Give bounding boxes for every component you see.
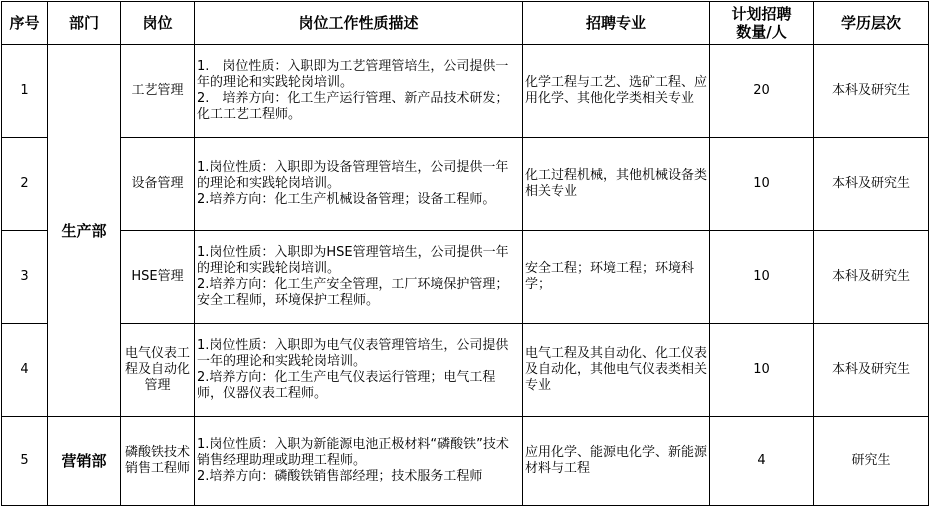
count-cell: 20 — [710, 45, 814, 138]
description-direction: 2.培养方向：磷酸铁销售部经理；技术服务工程师 — [197, 469, 483, 484]
description-direction: 2.培养方向：化工生产机械设备管理；设备工程师。 — [197, 192, 496, 207]
row-no: 4 — [2, 324, 48, 417]
department-cell: 营销部 — [48, 417, 121, 506]
description-cell — [195, 324, 523, 417]
row-no: 5 — [2, 417, 48, 506]
description-cell — [195, 45, 523, 138]
description-cell — [195, 417, 523, 506]
description-nature: 1. 岗位性质：入职即为工艺管理管培生，公司提供一年的理论和实践轮岗培训。 — [197, 59, 509, 90]
header-department: 部门 — [48, 2, 121, 45]
position-cell: 磷酸铁技术销售工程师 — [121, 417, 195, 506]
major-cell: 化学工程与工艺、选矿工程、应用化学、其他化学类相关专业 — [523, 45, 710, 138]
degree-cell: 本科及研究生 — [814, 45, 929, 138]
row-no: 2 — [2, 138, 48, 231]
major-cell: 安全工程；环境工程；环境科学； — [523, 231, 710, 324]
degree-cell: 本科及研究生 — [814, 138, 929, 231]
header-degree: 学历层次 — [814, 2, 929, 45]
department-cell: 生产部 — [48, 45, 121, 417]
header-no: 序号 — [2, 2, 48, 45]
degree-cell: 研究生 — [814, 417, 929, 506]
description-direction: 2.培养方向：化工生产电气仪表运行管理；电气工程师，仪器仪表工程师。 — [197, 370, 496, 401]
recruitment-table — [1, 1, 929, 506]
header-count-line1: 计划招聘 — [731, 5, 792, 23]
description-direction: 2.培养方向：化工生产安全管理，工厂环境保护管理；安全工程师，环境保护工程师。 — [197, 277, 509, 308]
row-no: 3 — [2, 231, 48, 324]
table-row — [2, 324, 929, 417]
header-position: 岗位 — [121, 2, 195, 45]
description-nature: 1.岗位性质：入职即为HSE管理管培生，公司提供一年的理论和实践轮岗培训。 — [197, 245, 509, 276]
table-row — [2, 417, 929, 506]
header-row — [2, 2, 929, 45]
position-cell: HSE管理 — [121, 231, 195, 324]
position-cell: 设备管理 — [121, 138, 195, 231]
table-row — [2, 231, 929, 324]
count-cell: 4 — [710, 417, 814, 506]
description-cell — [195, 138, 523, 231]
description-direction: 2. 培养方向：化工生产运行管理、新产品技术研发；化工工艺工程师。 — [197, 91, 509, 122]
position-cell: 工艺管理 — [121, 45, 195, 138]
degree-cell: 本科及研究生 — [814, 231, 929, 324]
count-cell: 10 — [710, 231, 814, 324]
description-nature: 1.岗位性质：入职即为电气仪表管理管培生，公司提供一年的理论和实践轮岗培训。 — [197, 338, 509, 369]
count-cell: 10 — [710, 138, 814, 231]
header-description: 岗位工作性质描述 — [195, 2, 523, 45]
header-count-line2: 数量/人 — [736, 23, 787, 41]
table-row — [2, 45, 929, 138]
header-major: 招聘专业 — [523, 2, 710, 45]
description-nature: 1.岗位性质：入职为新能源电池正极材料“磷酸铁”技术销售经理助理或助理工程师。 — [197, 437, 509, 468]
major-cell: 电气工程及其自动化、化工仪表及自动化，其他电气仪表类相关专业 — [523, 324, 710, 417]
major-cell: 化工过程机械，其他机械设备类相关专业 — [523, 138, 710, 231]
degree-cell: 本科及研究生 — [814, 324, 929, 417]
description-cell — [195, 231, 523, 324]
header-count — [710, 2, 814, 45]
row-no: 1 — [2, 45, 48, 138]
table-row — [2, 138, 929, 231]
major-cell: 应用化学、能源电化学、新能源材料与工程 — [523, 417, 710, 506]
description-nature: 1.岗位性质：入职即为设备管理管培生，公司提供一年的理论和实践轮岗培训。 — [197, 160, 509, 191]
position-cell: 电气仪表工程及自动化管理 — [121, 324, 195, 417]
count-cell: 10 — [710, 324, 814, 417]
